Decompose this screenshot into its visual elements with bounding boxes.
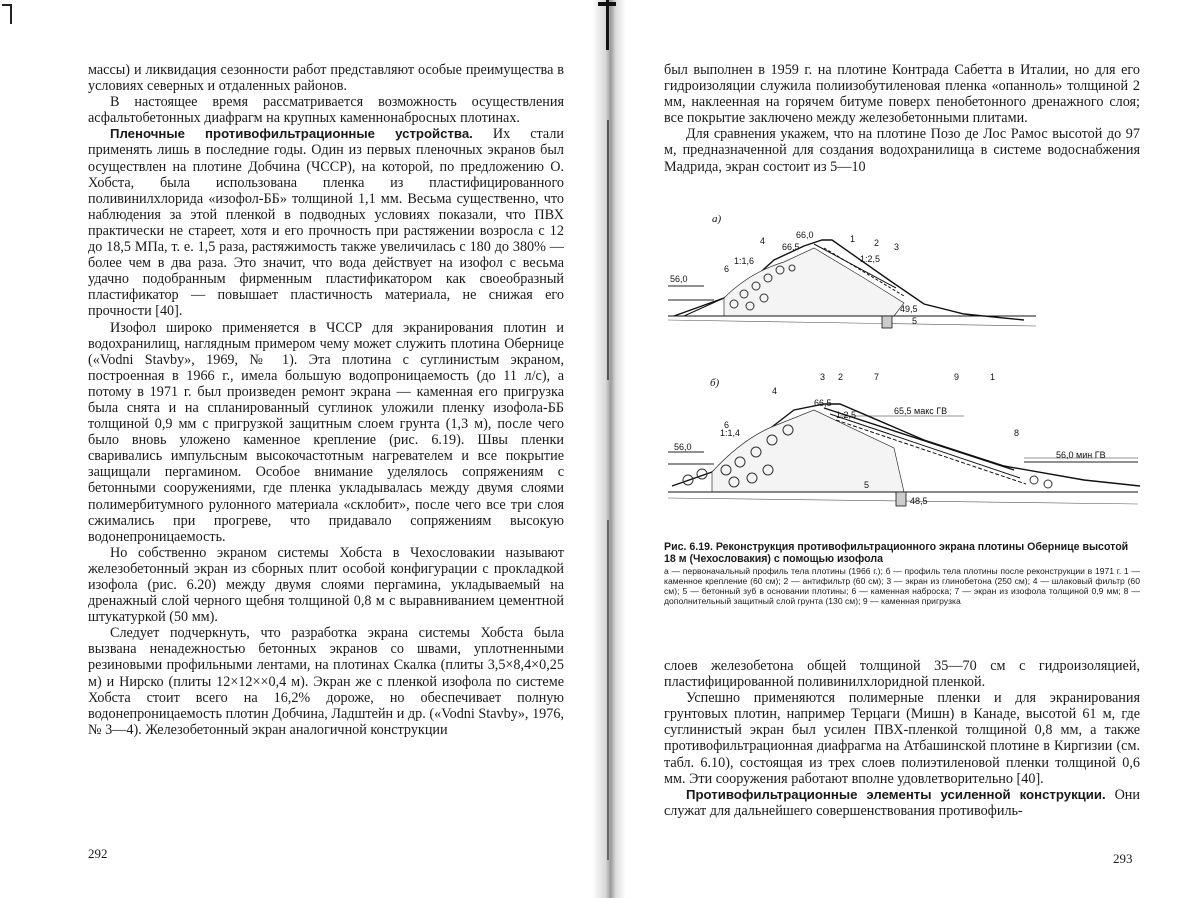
label-slope: 1:1,4 [720, 428, 741, 438]
label-num: 1 [990, 372, 996, 382]
panel-b-label: б) [710, 377, 720, 389]
paragraph: В настоящее время рассматривается возможность осуществления асфальтобетонных диафрагм на крупных каменнонабросных плотинах. [88, 94, 564, 127]
paragraph [88, 126, 564, 319]
figure-6-19 [664, 208, 1140, 538]
right-page [600, 0, 1200, 898]
dam-profile-a [668, 240, 1036, 328]
label-num: 7 [874, 372, 880, 382]
label-num: 4 [760, 236, 766, 246]
label-crest: 66,0 [796, 230, 814, 240]
paragraph: был выполнен в 1959 г. на плотине Контрада Сабетта в Италии, но для его гидроизоляции служила полиизобутиленовая пленка «опанноль» толщиной 2 мм, наклеенная на горячем битуме поверх пенобетонного дренажного слоя; все покрытие заключено между железобетонными плитами. [664, 62, 1140, 127]
right-text-column-top [664, 62, 1140, 175]
label-slope: 1:2,5 [860, 254, 881, 264]
label-top: 66,5 [782, 242, 800, 252]
label-bottom: 49,5 [900, 304, 918, 314]
page-number: 293 [1113, 851, 1133, 866]
label-num: 2 [874, 238, 880, 248]
label-num: 4 [772, 386, 778, 396]
label-num: 1 [850, 234, 856, 244]
section-heading: Противофильтрационные элементы усиленной конструкции. [686, 786, 1106, 802]
label-num: 6 [724, 264, 730, 274]
paragraph: Следует подчеркнуть, что разработка экрана системы Хобста была вызвана ненадежностью бетонных экранов со швами, уплотненными резиновыми профильными лентами, на плотинах Скалка (плиты 3,5×8,4×0,25 м) и Нирско (плиты 12×12××0,4 м). Экран же с пленкой изофола по системе Хобста стоит всего на 16,2% дороже, но обеспечивает полную водонепроницаемость плотин Добчина, Ладштейн и др. («Vodni Stavby», 1976, № 3—4). Железобетонный экран аналогичной конструкции [88, 625, 564, 738]
paragraph [664, 787, 1140, 819]
paragraph: Для сравнения укажем, что на плотине Позо де Лос Рамос высотой до 97 м, предназначенной для создания водохранилища в системе водоснабжения Мадрида, экран состоит из 5—10 [664, 126, 1140, 175]
label-level: 65,5 макс ГВ [894, 406, 948, 416]
paragraph: слоев железобетона общей толщиной 35—70 см с гидроизоляцией, пластифицированной поливинилхлоридной пленкой. [664, 658, 1140, 691]
label-num: 5 [864, 480, 870, 490]
label-slope: 1:1,6 [734, 256, 755, 266]
label-level: 56,0 мин ГВ [1056, 450, 1106, 460]
dam-cross-sections [664, 208, 1140, 538]
label-bottom: 48,5 [910, 496, 928, 506]
page-number: 292 [88, 846, 108, 861]
label-num: 3 [820, 372, 826, 382]
paragraph: Но собственно экраном системы Хобста в Чехословакии называют железобетонный экран из сборных плит особой конфигурации с прокладкой изофола (рис. 6.20) между двумя слоями пергамина, укладываемый на дренажный слой черного щебня толщиной 0,8 м с выравниванием цементной штукатуркой (50 мм). [88, 544, 564, 626]
paragraph: Успешно применяются полимерные пленки и для экранирования грунтовых плотин, например Терцаги (Мишн) в Канаде, высотой 61 м, где суглинистый экран был усилен ПВХ-пленкой толщиной 0,8 мм, а также противофильтрационная диафрагма на Атбашинской плотине в Киргизии (см. табл. 6.10), состоящая из трех слоев полиэтиленовой пленки толщиной 0,6 мм. Эти сооружения работают вполне удовлетворительно [40]. [664, 690, 1140, 787]
label-num: 5 [912, 316, 918, 326]
left-text-column [88, 62, 564, 738]
right-text-column-bottom [664, 658, 1140, 819]
label-slope: 1:2,5 [836, 410, 857, 420]
section-heading: Пленочные противофильтрационные устройства. [110, 126, 473, 142]
caption-title: Рис. 6.19. Реконструкция противофильтрационного экрана плотины Обернице высотой 18 м (Чехословакия) с помощью изофола [664, 541, 1129, 565]
label-num: 8 [1014, 428, 1020, 438]
label-level: 56,0 [670, 274, 688, 284]
panel-a-label: а) [712, 213, 722, 225]
label-top: 66,5 [814, 398, 832, 408]
paragraph-text: Их стали применять лишь в последние годы. Один из первых пленочных экранов был осуществлен на плотине Добчина (ЧССР), на которой, по предложению О. Хобста, была использована пленка из пластифицированного поливинилхлорида «изофол-ББ» толщиной 1,1 мм. Весьма существенно, что наблюдения за этой пленкой в подводных условиях показали, что ПВХ практически не стареет, хотя и его прочность при растяжении возросла с 12 до 18,5 МПа, т. е. 1,5 раза, растяжимость также увеличилась с 180 до 380% — более чем в два раза. Это значит, что вода действует на изофол с весьма удачно подобранным фирменным пластификатором как своеобразный пластификатор — повышает пластичность материала, не снижая его прочности [40]. [88, 126, 564, 320]
label-num: 2 [838, 372, 844, 382]
caption-legend: а — первоначальный профиль тела плотины (1966 г.); б — профиль тела плотины после реконструкции в 1971 г. 1 — каменное крепление (60 см); 2 — антифильтр (60 см); 3 — экран из глинобетона (250 см); 4 — шлаковый фильтр (60 см); 5 — бетонный зуб в основании плотины; 6 — каменная наброска; 7 — экран из изофола толщиной 0,9 мм; 8 — дополнительный защитный слой грунта (130 см); 9 — каменная пригрузка [664, 566, 1140, 606]
paragraph-text: Они служат для дальнейшего совершенствования противофиль- [664, 786, 1140, 819]
label-num: 6 [724, 420, 730, 430]
paragraph: массы) и ликвидация сезонности работ представляют особые преимущества в условиях северных и отдаленных районов. [88, 62, 564, 95]
label-num: 3 [894, 242, 900, 252]
label-level: 56,0 [674, 442, 692, 452]
figure-caption [664, 541, 1140, 606]
paragraph: Изофол широко применяется в ЧССР для экранирования плотин и водохранилищ, наглядным примером чему может служить плотина Обернице («Vodni Stavby», 1969, № 1). Эта плотина с суглинистым экраном, построенная в 1966 г., имела большую водопроницаемость (до 11 л/с), а потому в 1971 г. был произведен ремонт экрана — каменная его пригрузка была снята и на спланированный суглинок уложили пленку изофола-ББ толщиной 0,9 мм с пригрузкой защитным слоем грунта (1,3 м), после чего было вновь уложено каменное крепление (рис. 6.19). Швы пленки сваривались импульсным высокочастотным нагревателем и все покрытие защищали пергамином. Особое внимание уделялось сопряжениям с бетонными сооружениями, где пленка укладывалась между двумя слоями полимербитумного рулонного материала «склобит», после чего все три слоя сжимались при прогреве, что придавало сопряжениям высокую водонепроницаемость. [88, 319, 564, 545]
label-num: 9 [954, 372, 960, 382]
